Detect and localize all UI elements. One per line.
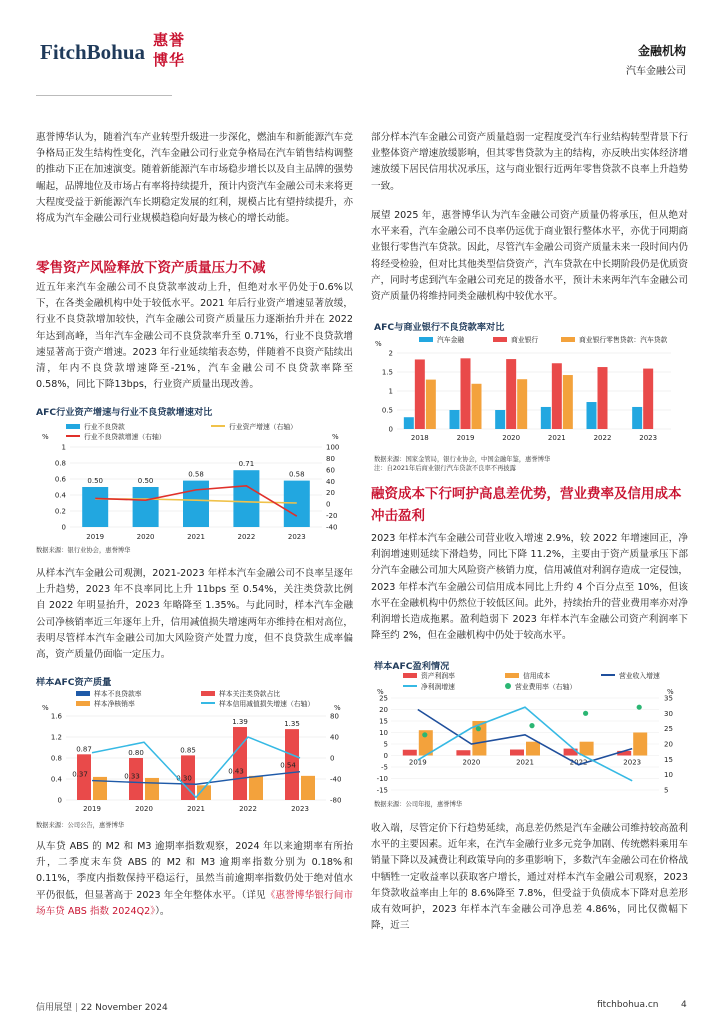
chart4-xtick: 2023: [623, 758, 642, 767]
chart1: [36, 417, 353, 555]
chart4-point-opex: [422, 732, 427, 737]
chart3-xtick: 2022: [239, 805, 257, 813]
right-paragraph-4: 收入端，尽管定价下行趋势延续，高息差仍然是汽车金融公司维持较高盈利水平的主要因素。近年来，在汽车金融行业多元竞争加剧、传统燃料乘用车销量下降以及减费让利政策导向的多重影响下，多数汽车金融公司在价格战中牺牲一定收益率以获取客户增长，通过对样本汽车金融公司观察，2023 年贷款收益率由上年的 8.6%降至 7.8%，但受益于负债成本下降对息差形成有效呵护，2023 年样本汽车金融公司净息差 4.86%，同比仅微幅下降，近三: [371, 823, 688, 932]
chart1-bar-nonperforming: [183, 481, 209, 527]
chart1-bar-nonperforming: [82, 487, 108, 527]
chart2-ytick: 1.5: [381, 368, 393, 377]
chart4: [371, 668, 688, 798]
brand-seal: [150, 30, 192, 68]
footer-date: 22 November 2024: [80, 1003, 168, 1013]
chart1-unit-right: %: [332, 433, 339, 441]
chart1-xtick: 2022: [237, 533, 256, 541]
chart2-unit: %: [375, 340, 382, 348]
chart3-label-attention: 0.80: [128, 749, 144, 757]
chart2-bar-bank: [506, 359, 516, 429]
chart2-bar-afc: [632, 407, 642, 429]
chart3-label-attention: 0.87: [76, 745, 92, 754]
chart3-unit-left: %: [42, 704, 49, 712]
chart2-xtick: 2023: [639, 434, 658, 442]
chart2-caption: AFC与商业银行不良贷款率对比: [374, 322, 505, 333]
chart3-ytick-left: 0.8: [50, 754, 62, 763]
chart4-line-revenue-growth: [418, 710, 632, 765]
chart1-ytick-left: 0.4: [54, 491, 66, 500]
left-heading: 零售资产风险释放下资产质量压力不减: [36, 260, 266, 276]
chart2-ytick: 0: [388, 425, 393, 434]
chart3-label-nonperforming: 0.30: [176, 774, 192, 783]
abs-index-report-link[interactable]: 《惠誉博华银行间市场车贷 ABS 指数 2024Q2》: [36, 889, 354, 917]
chart2-bar-afc: [541, 407, 551, 429]
brand-logo: FitchBohua: [40, 40, 146, 64]
chart4-legend-profit-growth: 净利润增速: [403, 681, 455, 691]
chart2-bar-afc: [587, 402, 597, 429]
chart1-ytick-left: 0.6: [54, 475, 66, 484]
chart4-source: 数据来源：公司年报，惠誉博华: [374, 801, 463, 808]
chart1-bar-nonperforming: [233, 470, 259, 527]
chart1-xtick: 2021: [187, 533, 205, 541]
chart3-ytick-left: 1.2: [50, 733, 62, 742]
chart4-xtick: 2022: [569, 758, 588, 767]
chart3-bar-writeoff: [249, 776, 263, 800]
chart2-legend-afc: 汽车金融: [419, 334, 464, 344]
chart4-ytick-right: 5: [664, 786, 669, 795]
chart4-ytick-left: 20: [379, 706, 388, 714]
left-paragraph-2: 近五年来汽车金融公司不良贷款率波动上升，但绝对水平仍处于0.6%以下，在各类金融机构中处于较低水平。2021 年后行业资产增速显著放缓，行业不良贷款增加较快，汽车金融公司资产质量压力逐渐抬升并在 2022 年达到高峰，当年汽车金融公司不良贷款率升至 0.71%，行业不良贷款增速显著高于资产增速。2023 年行业延续缩表态势，伴随着不良资产陆续出清，年内不良贷款增速降至-21%，汽车金融公司不良贷款率降至 0.58%，同比下降13bps，行业资产质量出现改善。: [36, 282, 353, 391]
right-paragraph-2: 展望 2025 年，惠誉博华认为汽车金融公司资产质量仍将承压，但从绝对水平来看，汽车金融公司不良率仍远优于商业银行整体水平，亦优于同期商业银行零售汽车贷款。因此，尽管汽车金融公司资产质量未来一段时间内仍将经受检验，但对比其他类型信贷资产，汽车贷款在中长期阶段仍是优质资产，同时考虑到汽车金融公司充足的拨备水平，预计未来两年汽车金融公司资产质量仍将维持同类金融机构中较优水平。: [371, 210, 688, 303]
chart3-legend-attention: 样本关注类贷款占比: [201, 688, 280, 698]
chart3-ytick-left: 0.4: [50, 775, 62, 784]
chart2-bar-auto-loan: [517, 379, 527, 429]
chart1-xtick: 2019: [86, 533, 105, 541]
chart3-ytick-right: 0: [330, 754, 335, 763]
chart1-unit-left: %: [42, 433, 49, 441]
chart1-ytick-left: 0: [61, 523, 66, 532]
chart1-bar-nonperforming: [133, 487, 159, 527]
chart3-label-attention: 0.85: [180, 746, 196, 755]
header-divider: [36, 95, 172, 96]
chart1-legend-npl-growth: 行业不良贷款增速（右轴）: [66, 431, 166, 441]
chart2-bar-afc: [404, 417, 414, 429]
chart4-legend-revenue-growth: 营业收入增速: [601, 670, 660, 680]
chart4-point-opex: [637, 705, 642, 710]
chart1-ytick-right: 80: [326, 454, 335, 463]
chart3-label-nonperforming: 0.43: [228, 767, 244, 776]
chart4-ytick-left: 15: [379, 717, 388, 726]
left-paragraph-4-text: 从车贷 ABS 的 M2 和 M3 逾期率指数观察，2024 年以来逾期率有所抬升，二季度末车贷 ABS 的 M2 和 M3 逾期率指数分别为 0.18%和0.11%，季度内指数保持平稳运行，虽然当前逾期率指数仍处于绝对值水平仍很低，但显著高于 2023 年全年整体水平。（详见: [36, 841, 353, 901]
chart1-ytick-right: 40: [326, 477, 335, 486]
chart3-plot: [36, 686, 353, 818]
chart4-ytick-left: 25: [379, 694, 388, 703]
chart3-legend-writeoff: 样本净核销率: [76, 698, 135, 708]
chart4-ytick-left: -5: [381, 763, 388, 772]
chart3-bar-attention: [233, 727, 247, 800]
chart3-bar-writeoff: [145, 778, 159, 800]
chart3-label-attention: 1.35: [284, 720, 300, 729]
chart1-xtick: 2020: [136, 533, 155, 541]
chart2-ytick: 1: [388, 387, 393, 396]
chart3-ytick-left: 0: [57, 796, 62, 805]
chart4-ytick-left: 5: [383, 740, 388, 749]
chart4-legend-roa: 资产利润率: [403, 670, 455, 680]
chart2-bar-auto-loan: [472, 384, 482, 429]
chart2-bar-bank: [598, 367, 608, 429]
chart1-legend-asset-growth: 行业资产增速（右轴）: [211, 421, 297, 431]
chart4-ytick-right: 30: [664, 709, 673, 718]
chart2-xtick: 2021: [547, 434, 566, 442]
chart2-ytick: 0.5: [381, 406, 393, 415]
chart3-xtick: 2020: [135, 805, 153, 813]
chart4-legend-credit-cost: 信用成本: [505, 670, 550, 680]
chart4-ytick-left: 0: [383, 752, 388, 760]
chart1-ytick-left: 0.2: [54, 507, 66, 516]
chart1-ytick-right: 60: [326, 466, 335, 475]
chart1-bar-nonperforming: [284, 481, 310, 527]
chart3-ytick-right: 80: [330, 712, 339, 721]
chart4-xtick: 2019: [408, 758, 427, 767]
chart4-point-opex: [529, 723, 534, 728]
chart1-ytick-left: 1: [61, 443, 66, 452]
chart4-bar-roa: [403, 750, 417, 756]
chart4-ytick-right: 20: [664, 740, 673, 749]
footer-page-number: 4: [681, 1000, 687, 1010]
chart3: [36, 686, 353, 818]
chart3-ytick-right: -80: [330, 796, 342, 805]
chart3-line-impairment: [92, 737, 300, 797]
chart3-label-nonperforming: 0.54: [280, 761, 296, 770]
chart4-ytick-right: 15: [664, 755, 673, 764]
left-paragraph-3: 从样本汽车金融公司观测，2021-2023 年样本汽车金融公司不良率呈逐年上升趋势，2023 年不良率同比上升 11bps 至 0.54%，关注类贷款比例自 2022 年明显抬升，2023 年略降至 1.35%。与此同时，样本汽车金融公司净核销率近三年逐年上升，信用减值损失增速两年亦维持在相对高位，表明尽管样本汽车金融公司加大风险资产处置力度，但不良贷款生成率偏高，资产质量仍面临一定压力。: [36, 568, 353, 661]
right-paragraph-3: 2023 年样本汽车金融公司营业收入增速 2.9%，较 2022 年增速回正，净利润增速则延续下滑趋势，同比下降 11.2%，主要由于资产质量承压下部分汽车金融公司加大风险资产核销力度，信用减值对利润存造成一定侵蚀，2023 年样本汽车金融公司信用成本同比上升约 4 个百分点至 10%，但该水平在金融机构中仍然位于较低区间。此外，持续抬升的营业费用率亦对净利润增长造成拖累。盈利趋弱下 2023 年样本汽车金融公司资产利润率下降至约 2%，但在金融机构中仍处于较高水平。: [371, 533, 688, 642]
chart3-xtick: 2023: [291, 805, 309, 813]
brand-seal-graphic: [150, 30, 192, 70]
chart2-bar-bank: [552, 363, 562, 429]
chart2-bar-auto-loan: [426, 380, 436, 429]
chart3-legend-impairment: 样本信用减值损失增速（右轴）: [201, 698, 314, 708]
footer-series: 信用展望: [36, 1003, 73, 1013]
chart1-caption: AFC行业资产增速与行业不良贷款增速对比: [36, 407, 213, 418]
chart3-line-nonperforming: [92, 772, 300, 785]
chart4-bar-credit-cost: [580, 742, 594, 756]
chart2-bar-afc: [495, 410, 505, 429]
left-paragraph-1: 惠誉博华认为，随着汽车产业转型升级进一步深化，燃油车和新能源汽车竞争格局正发生结构性变化，汽车金融公司行业竞争格局在汽车销售结构调整的推动下正在加速演变。随着新能源汽车市场稳步增长以及自主品牌的强势崛起，品牌地位及市场占有率将持续提升，预计内资汽车金融公司未来将更大程度受益于新能源汽车长期稳定发展的红利，规模占比有望持续提升，亦将成为汽车金融公司行业规模趋稳向好最为核心的增长动能。: [36, 132, 353, 225]
chart1-bar-label: 0.50: [87, 477, 103, 485]
svg-text:惠誉: 惠誉: [153, 31, 186, 49]
chart4-bar-credit-cost: [633, 733, 647, 756]
chart4-unit-right: %: [667, 688, 674, 696]
footer-publication: 信用展望 | 22 November 2024: [36, 1003, 168, 1013]
chart4-unit-left: %: [377, 688, 384, 696]
chart4-ytick-right: 35: [664, 694, 673, 703]
chart3-xtick: 2021: [187, 805, 205, 813]
chart1-ytick-right: -20: [326, 512, 338, 521]
chart2-bar-bank: [461, 358, 471, 429]
chart4-bar-roa: [510, 750, 524, 756]
chart4-ytick-left: -15: [376, 786, 388, 795]
svg-text:博华: 博华: [153, 51, 186, 69]
chart2-ytick: 2: [388, 349, 393, 358]
right-paragraph-1: 部分样本汽车金融公司资产质量趋弱一定程度受汽车行业结构转型背景下行业整体资产增速放缓影响，但其零售贷款为主的结构，亦反映出实体经济增速放缓下居民信用状况承压，这与商业银行近两年零售贷款不良率上升趋势一致。: [371, 132, 688, 192]
right-heading: 融资成本下行呵护高息差优势，营业费率及信用成本冲击盈利: [371, 486, 682, 524]
section-title: 金融机构: [637, 44, 686, 58]
chart4-bar-credit-cost: [526, 742, 540, 756]
chart4-caption: 样本AFC盈利情况: [374, 661, 450, 672]
chart2-xtick: 2018: [410, 434, 429, 442]
chart1-bar-label: 0.50: [137, 477, 154, 485]
chart3-bar-writeoff: [301, 776, 315, 800]
chart2-bar-auto-loan: [563, 375, 573, 429]
chart3-label-nonperforming: 0.33: [124, 772, 140, 781]
chart3-caption: 样本AFC资产质量: [36, 677, 112, 688]
chart3-source: 数据来源：公司公告，惠誉博华: [36, 822, 125, 829]
chart2-note: 注：自2021年后商业银行汽车贷款不良率不再披露: [374, 465, 516, 472]
chart2-bar-afc: [450, 410, 460, 429]
chart3-unit-right: %: [334, 704, 341, 712]
chart4-point-opex: [583, 711, 588, 716]
chart4-legend-opex: 营业费用率（右轴）: [505, 681, 576, 691]
chart2-xtick: 2019: [456, 434, 475, 442]
chart4-xtick: 2020: [462, 758, 481, 767]
chart3-label-attention: 1.39: [232, 718, 248, 727]
chart3-ytick-left: 1.6: [50, 712, 62, 721]
footer-site[interactable]: fitchbohua.cn: [597, 1000, 659, 1010]
chart4-ytick-right: 10: [664, 771, 673, 780]
chart2: [371, 331, 688, 453]
chart3-xtick: 2019: [83, 805, 101, 813]
left-paragraph-4-end: ）。: [155, 905, 170, 917]
chart2-source: 数据来源：国家金管局，银行业协会，中国金融年鉴，惠誉博华: [374, 456, 551, 463]
chart1-source: 数据来源：银行业协会，惠誉博华: [36, 547, 131, 554]
chart2-xtick: 2022: [593, 434, 612, 442]
chart4-plot: [371, 668, 688, 798]
chart1-bar-label: 0.58: [188, 470, 204, 479]
chart1-ytick-right: 20: [326, 489, 335, 498]
chart2-plot: [371, 331, 688, 453]
section-subtitle: 汽车金融公司: [626, 66, 686, 77]
chart1-legend-nonperforming: 行业不良贷款: [66, 421, 125, 431]
chart3-label-nonperforming: 0.37: [72, 770, 88, 779]
chart4-bar-roa: [456, 750, 470, 755]
chart1-ytick-right: 0: [326, 500, 331, 509]
chart4-ytick-right: 25: [664, 725, 673, 734]
chart1-ytick-right: -40: [326, 523, 338, 532]
chart3-ytick-right: 40: [330, 733, 339, 742]
left-paragraph-4: [36, 839, 353, 920]
chart1-xtick: 2023: [287, 533, 306, 541]
chart1-plot: [36, 417, 353, 555]
chart4-point-opex: [476, 726, 481, 731]
chart2-legend-auto-loan: 商业银行零售贷款：汽车贷款: [561, 334, 667, 344]
chart1-ytick-right: 100: [326, 443, 340, 452]
chart4-ytick-left: -10: [376, 775, 388, 783]
chart2-legend-bank: 商业银行: [493, 334, 538, 344]
chart2-bar-bank: [415, 359, 425, 429]
chart2-bar-bank: [643, 369, 653, 429]
chart3-legend-nonperforming: 样本不良贷款率: [76, 688, 142, 698]
chart1-bar-label: 0.58: [289, 470, 305, 479]
chart3-ytick-right: -40: [330, 775, 342, 784]
chart4-ytick-left: 10: [379, 729, 388, 737]
chart2-xtick: 2020: [502, 434, 521, 442]
chart1-ytick-left: 0.8: [54, 459, 66, 468]
chart4-xtick: 2021: [516, 758, 534, 767]
chart1-bar-label: 0.71: [238, 460, 255, 469]
